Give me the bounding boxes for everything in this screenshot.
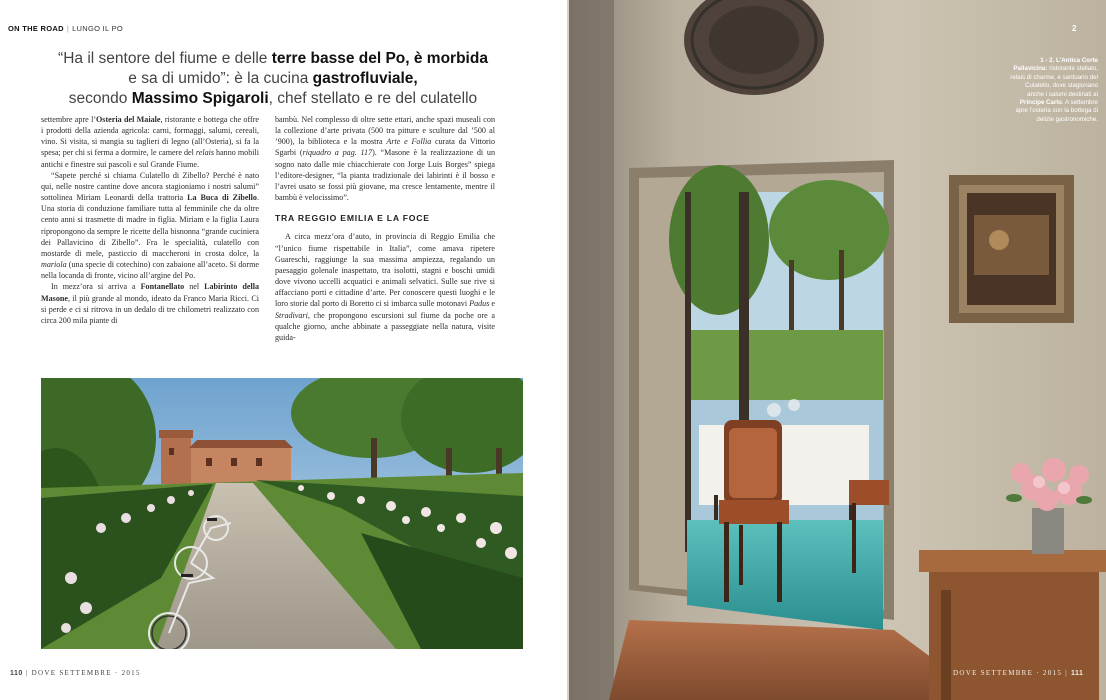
folio-issue: DOVE SETTEMBRE · 2015 (31, 669, 141, 677)
photo-number: 2 (1072, 24, 1077, 33)
page-folio-left (10, 669, 141, 677)
caption-title: 1 - 2. L’Antica Corte Pallavicina: (1013, 57, 1098, 73)
paragraph: In mezz’ora si arriva a Fontanellato nel Labirinto della Masone, il più grande al mondo, ideato da Franco Maria Ricci. Ci si perde e ci si ritrova in un dedalo di tre chilometri realizzato con circa 200 mila piante di (41, 282, 259, 325)
venue-name: La Buca di Zibello (187, 193, 257, 203)
restaurant-window-interior-photo (569, 0, 1106, 700)
subsection-name: LUNGO IL PO (72, 24, 124, 33)
quote-emphasis: terre basse del Po, è morbida (271, 50, 488, 67)
folio-separator: | (1065, 669, 1071, 677)
page-number: 111 (1071, 670, 1084, 677)
quote-text: e sa di umido”: è la cucina (128, 70, 313, 87)
paragraph: A circa mezz’ora d’auto, in provincia di Reggio Emilia che “l’unico fiume rispettabile in Italia”, come amava ripetere Guareschi, raggiunge la sua massima ampiezza, regalando un paesaggio golenale inaspettato, tra isolotti, stagni e boschi umidi dove vivono uccelli acquatici e animali selvatici. Sulle sue rive si affacciano porti e cittadine d’arte. Per conoscere questi luoghi e le loro storie dal porto di Boretto ci si imbarca sulle motonavi Padus e Stradivari, che propongono escursioni sul fiume da poche ore a qualche giorno, anche abbinate a passeggiate nella natura, visite guida- (275, 232, 495, 342)
caption-text: ristorante stellato, relais di charme, e santuario del Culatello, dove stagionano anche i salumi destinati al (1010, 65, 1098, 98)
place-name: Fontanellato (140, 282, 185, 292)
quote-emphasis: Massimo Spigaroli (131, 90, 269, 107)
article-column-2 (275, 114, 495, 343)
quote-text: secondo (68, 90, 132, 107)
venue-name: Osteria del Maiale (96, 115, 161, 124)
article-column-1 (41, 114, 259, 326)
section-separator: | (66, 24, 70, 33)
page-folio-right (953, 669, 1083, 677)
folio-issue: DOVE SETTEMBRE · 2015 (953, 669, 1063, 677)
article-subheading: TRA REGGIO EMILIA E LA FOCE (275, 213, 430, 224)
quote-emphasis: gastrofluviale, (312, 70, 418, 87)
page-number: 110 (10, 670, 23, 677)
quote-text: “Ha il sentore del fiume e delle (58, 50, 272, 67)
paragraph: “Sapete perché si chiama Culatello di Zibello? Perché è nato qui, nelle nostre cantine dove ancora stagioniamo i nostri salumi” sottolinea Miriam Leonardi della trattoria La Buca di Zibello. Una storia di conduzione familiare tutta al femminile che da oltre cento anni si trasmette di madre in figlia. Miriam e la figlia Laura ripropongono da sempre le ricette della bisnonna “grande cuciniera dei Pallavicino di Zibello”. Fra le specialità, culatello con mostarde di mele, pasticcio di maccheroni in crosta dolce, la mariola (una specie di cotechino) con zabaione all’aceto. Si dorme nella locanda di fronte, vicino all’argine del Po. (41, 170, 259, 281)
pull-quote-line-1 (58, 49, 488, 69)
pull-quote (58, 49, 488, 109)
section-label (8, 24, 123, 33)
photo-caption (1009, 57, 1098, 124)
caption-text: . A settembre apre l’osteria con la bottega di delizie gastronomiche. (1015, 99, 1098, 123)
caption-emphasis: Principe Carlo (1019, 99, 1062, 107)
pull-quote-line-3 (58, 89, 488, 109)
quote-text: , chef stellato e re del culatello (268, 90, 478, 107)
venue-name: Labirinto della Masone (41, 282, 259, 303)
paragraph: settembre apre l’Osteria del Maiale, ristorante e bottega che offre i prodotti della azienda agricola: carni, formaggi, salumi, cereali, vino. Si visita, si mangia su taglieri di legno (all’Osteria), si fa la spesa; per chi si ferma a dormire, le camere del relais hanno mobili antichi e finestre sui pascoli e sul Grande Fiume. (41, 115, 259, 169)
pull-quote-line-2 (58, 69, 488, 89)
garden-with-bicycles-photo (41, 378, 523, 649)
folio-separator: | (25, 669, 32, 677)
paragraph: bambù. Nel complesso di oltre sette ettari, anche spazi museali con la collezione d’arte privata (500 tra pitture e sculture dal ’500 al ’900), la biblioteca e la mostra Arte e Follia curata da Vittorio Sgarbi (riquadro a pag. 117). “Masone è la realizzazione di un sogno nato dalle mie chiacchierate con Jorge Luis Borges” spiega l’editore-designer, “la pianta tradizionale dei labirinti è il bosso e l’avrei usato se fossi più giovane, ma cresce lentamente, mentre il bambù è velocissimo”. (275, 115, 495, 203)
section-name: ON THE ROAD (8, 24, 64, 33)
